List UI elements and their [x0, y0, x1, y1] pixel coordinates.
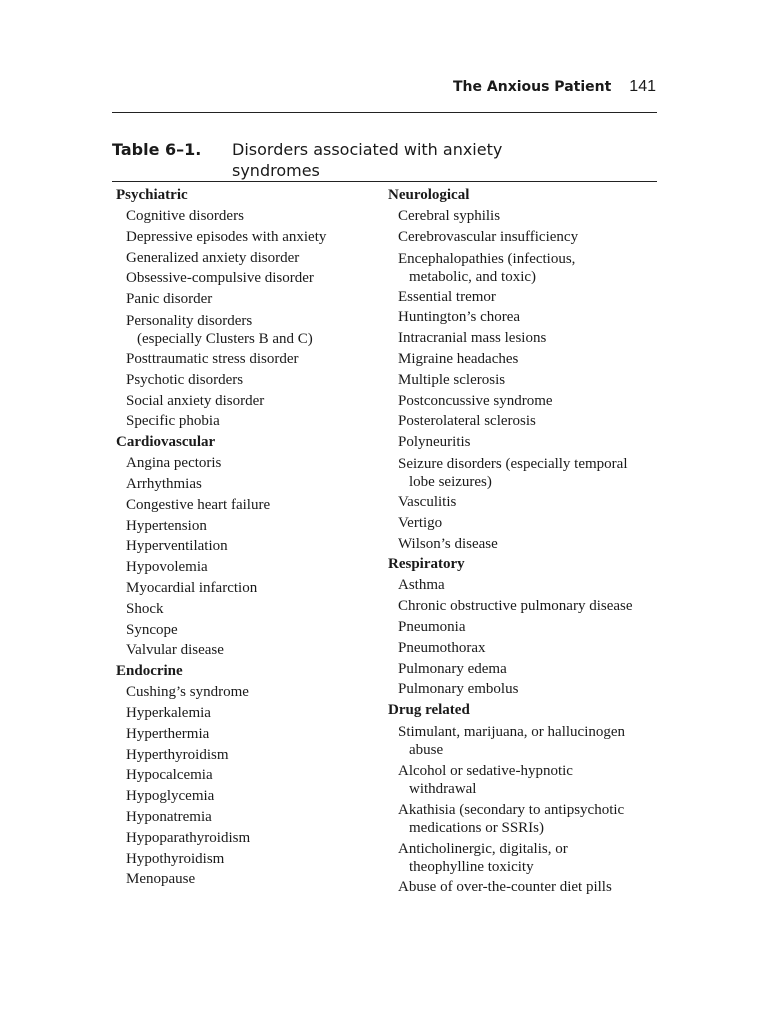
disorder-item: [116, 703, 376, 724]
disorder-item: [388, 799, 663, 838]
disorder-item: [388, 638, 663, 659]
disorder-item: [388, 679, 663, 700]
disorder-item: [388, 391, 663, 412]
disorder-item: [116, 599, 376, 620]
category-heading-drug-related: Drug related: [388, 702, 470, 719]
disorder-item: [116, 206, 376, 227]
disorder-item: [116, 370, 376, 391]
disorder-item: [116, 620, 376, 641]
disorder-item-text: Syncope: [126, 621, 178, 638]
disorder-item: [388, 328, 663, 349]
disorder-item: [116, 268, 376, 289]
disorder-item-text: Abuse of over-the-counter diet pills: [398, 879, 612, 896]
disorder-item-text: Wilson’s disease: [398, 535, 498, 552]
disorder-item-text: Hypoglycemia: [126, 788, 215, 805]
disorder-item-text: Posttraumatic stress disorder: [126, 350, 299, 367]
disorder-item: [388, 227, 663, 248]
disorder-item-continuation: withdrawal: [409, 781, 477, 798]
disorder-item: [116, 289, 376, 310]
disorder-item-text: Panic disorder: [126, 291, 213, 308]
disorder-item: [388, 248, 663, 287]
disorder-item-text: Personality disorders: [126, 312, 253, 329]
disorder-item-text: Asthma: [398, 577, 445, 594]
disorder-item-continuation: medications or SSRIs): [409, 820, 544, 837]
disorder-item-text: Depressive episodes with anxiety: [126, 228, 327, 245]
table-right-column: [388, 185, 663, 898]
disorder-item-text: Angina pectoris: [126, 455, 222, 472]
disorder-item: [388, 534, 663, 555]
disorder-item-text: Hypocalcemia: [126, 767, 213, 784]
disorder-item-text: Menopause: [126, 871, 196, 888]
disorder-item: [388, 596, 663, 617]
disorder-item: [116, 516, 376, 537]
disorder-item: [388, 760, 663, 799]
disorder-item: [388, 206, 663, 227]
disorder-item-text: Myocardial infarction: [126, 579, 258, 596]
disorder-item: [116, 227, 376, 248]
disorder-item: [116, 536, 376, 557]
disorder-item: [388, 838, 663, 877]
disorder-item-text: Posterolateral sclerosis: [398, 413, 536, 430]
category-heading-respiratory: Respiratory: [388, 556, 465, 573]
disorder-item-text: Seizure disorders (especially temporal: [398, 455, 628, 472]
disorder-item-text: Hyperthermia: [126, 725, 210, 742]
disorder-item: [388, 659, 663, 680]
disorder-item-text: Encephalopathies (infectious,: [398, 250, 576, 267]
disorder-item: [116, 310, 376, 349]
disorder-item: [116, 578, 376, 599]
disorder-item-text: Hypoparathyroidism: [126, 829, 251, 846]
disorder-item-text: Vasculitis: [398, 493, 457, 510]
disorder-item: [116, 349, 376, 370]
disorder-item: [388, 575, 663, 596]
disorder-item: [116, 557, 376, 578]
disorder-item: [388, 721, 663, 760]
disorder-item-continuation: metabolic, and toxic): [409, 268, 537, 285]
disorder-item: [116, 828, 376, 849]
disorder-item-text: Postconcussive syndrome: [398, 392, 553, 409]
disorder-item: [388, 287, 663, 308]
disorder-item: [116, 453, 376, 474]
disorder-item-text: Generalized anxiety disorder: [126, 249, 300, 266]
disorder-item: [116, 849, 376, 870]
running-head-title: The Anxious Patient: [453, 79, 612, 95]
disorder-item-text: Cognitive disorders: [126, 208, 244, 224]
category-heading-psychiatric: Psychiatric: [116, 187, 188, 203]
disorder-item: [388, 307, 663, 328]
disorder-item: [388, 432, 663, 453]
disorder-item: [388, 877, 663, 898]
disorder-item: [116, 765, 376, 786]
disorder-item-text: Shock: [126, 600, 164, 617]
table-caption-text: Disorders associated with anxiety syndromes: [232, 140, 503, 180]
disorder-item: [116, 786, 376, 807]
disorder-item-continuation: abuse: [409, 742, 444, 759]
table-label: Table 6–1.: [112, 140, 202, 159]
disorder-item-text: Valvular disease: [126, 642, 224, 659]
top-rule: [112, 112, 657, 113]
disorder-item: [388, 349, 663, 370]
disorder-item: [116, 682, 376, 703]
disorder-item-text: Hyperventilation: [126, 538, 228, 555]
disorder-item-text: Alcohol or sedative-hypnotic: [398, 763, 573, 780]
disorder-item-text: Pneumonia: [398, 618, 466, 635]
table-left-column: [116, 185, 376, 890]
disorder-item: [116, 248, 376, 269]
disorder-item-text: Hyponatremia: [126, 808, 212, 825]
disorder-item-text: Hypothyroidism: [126, 850, 225, 867]
disorder-item-text: Congestive heart failure: [126, 496, 271, 513]
disorder-item-text: Multiple sclerosis: [398, 371, 506, 388]
page-number: 141: [629, 78, 656, 95]
disorder-item-text: Vertigo: [398, 514, 443, 531]
running-head: [453, 78, 656, 96]
disorder-item: [116, 745, 376, 766]
disorder-item-text: Stimulant, marijuana, or hallucinogen: [398, 724, 626, 741]
disorder-item: [388, 453, 663, 492]
caption-rule: [112, 181, 657, 182]
disorder-item-text: Pulmonary edema: [398, 660, 507, 677]
disorder-item: [116, 411, 376, 432]
disorder-item-text: Hypertension: [126, 517, 207, 534]
category-heading-endocrine: Endocrine: [116, 663, 183, 680]
disorder-item-text: Pneumothorax: [398, 639, 486, 656]
disorder-item: [116, 391, 376, 412]
disorder-item-continuation: (especially Clusters B and C): [137, 330, 313, 347]
disorder-item-text: Anticholinergic, digitalis, or: [398, 841, 568, 858]
disorder-item-text: Hypovolemia: [126, 559, 208, 576]
disorder-item-text: Chronic obstructive pulmonary disease: [398, 598, 633, 615]
disorder-item-text: Obsessive-compulsive disorder: [126, 270, 314, 287]
disorder-item: [116, 495, 376, 516]
disorder-item: [388, 411, 663, 432]
disorder-item-continuation: lobe seizures): [409, 473, 492, 490]
disorder-item-text: Essential tremor: [398, 288, 496, 305]
disorder-item: [388, 513, 663, 534]
disorder-item: [388, 492, 663, 513]
disorder-item-text: Social anxiety disorder: [126, 392, 265, 409]
disorder-item: [116, 869, 376, 890]
category-heading-neurological: Neurological: [388, 187, 470, 203]
category-heading-cardiovascular: Cardiovascular: [116, 434, 216, 451]
disorder-item-text: Polyneuritis: [398, 434, 471, 451]
disorder-item-text: Cushing’s syndrome: [126, 684, 249, 701]
disorder-item-text: Cerebrovascular insufficiency: [398, 228, 579, 245]
disorder-item-text: Arrhythmias: [126, 475, 202, 492]
disorder-item: [116, 724, 376, 745]
disorder-item: [116, 474, 376, 495]
disorder-item-continuation: theophylline toxicity: [409, 859, 534, 876]
disorder-item-text: Psychotic disorders: [126, 371, 244, 388]
disorder-item-text: Migraine headaches: [398, 350, 519, 367]
disorder-item: [116, 807, 376, 828]
disorder-item-text: Cerebral syphilis: [398, 208, 501, 224]
disorder-item-text: Intracranial mass lesions: [398, 330, 547, 347]
disorder-item-text: Huntington’s chorea: [398, 309, 521, 326]
disorder-item-text: Akathisia (secondary to antipsychotic: [398, 802, 625, 819]
disorder-item-text: Specific phobia: [126, 413, 220, 430]
disorder-item: [116, 640, 376, 661]
disorder-item-text: Hyperthyroidism: [126, 746, 229, 763]
disorder-item-text: Pulmonary embolus: [398, 681, 519, 698]
disorder-item-text: Hyperkalemia: [126, 704, 211, 721]
disorder-item: [388, 617, 663, 638]
disorder-item: [388, 370, 663, 391]
